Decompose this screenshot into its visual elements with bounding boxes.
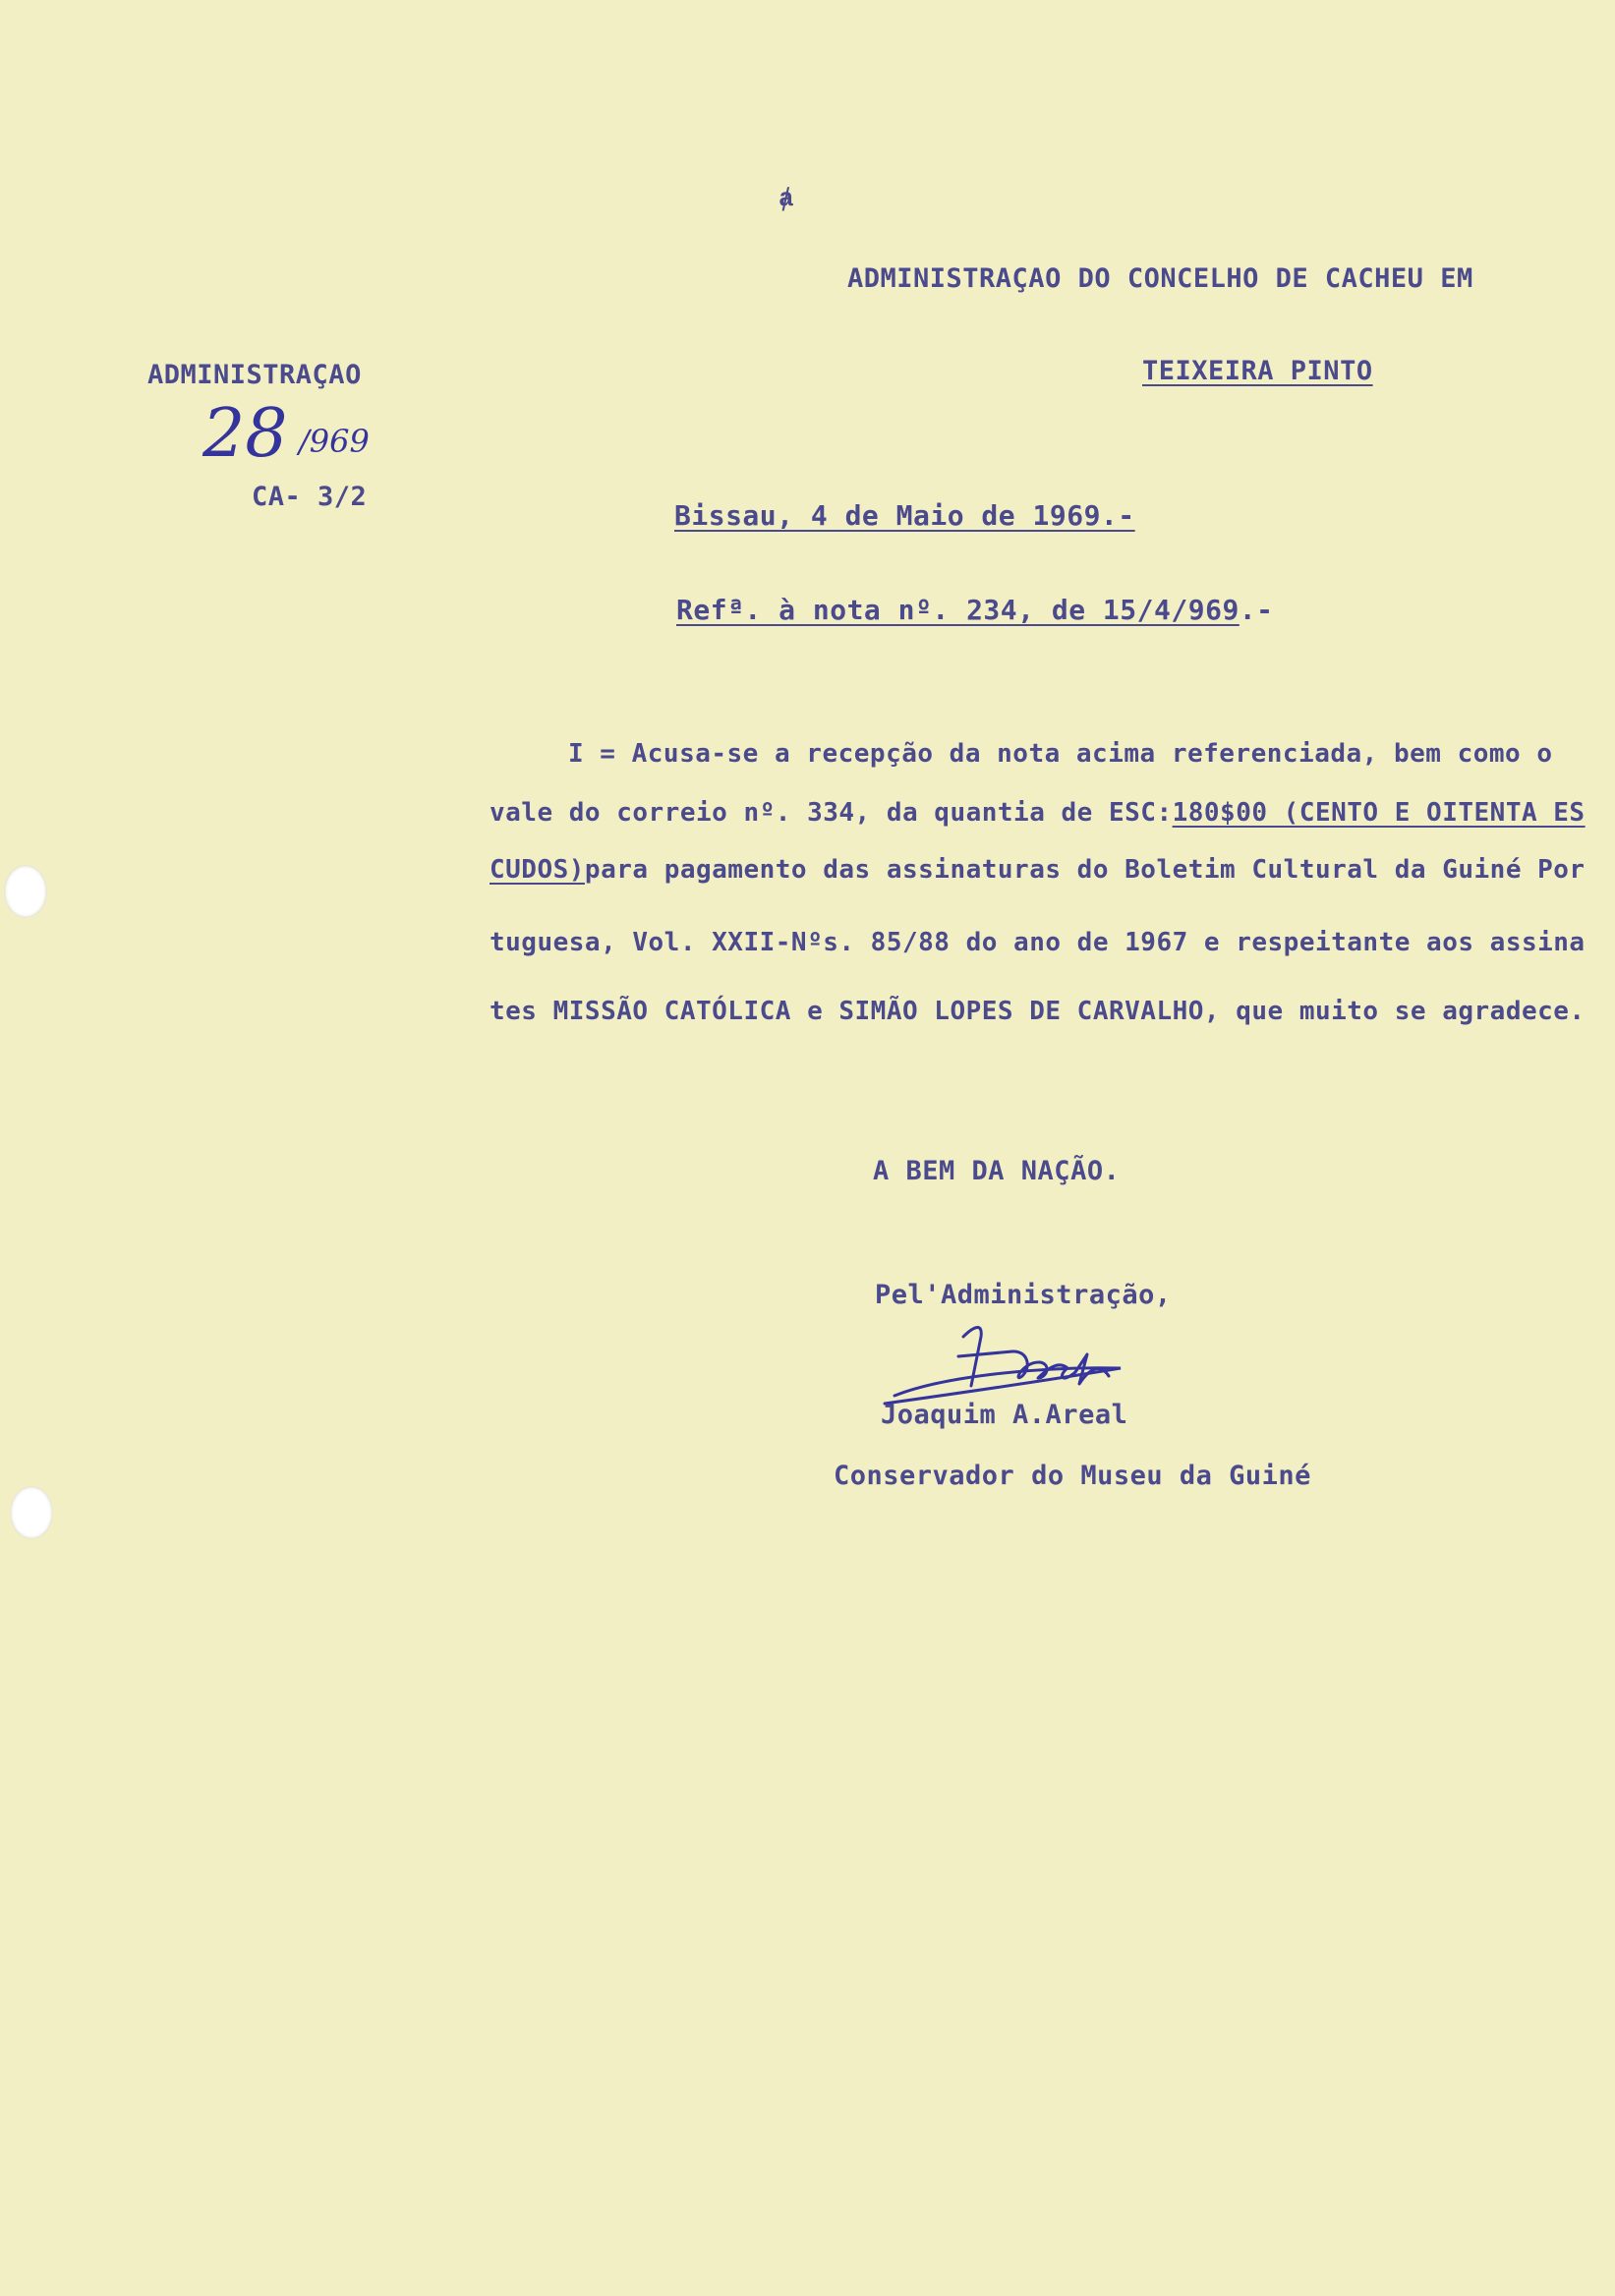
- signatory-name: Joaquim A.Areal: [881, 1400, 1128, 1430]
- body-line-5: tes MISSÃO CATÓLICA e SIMÃO LOPES DE CARVALHO, que muito se agradece.: [490, 997, 1586, 1026]
- date-line: Bissau, 4 de Maio de 1969.-: [674, 499, 1135, 532]
- body-line-2: [490, 798, 1586, 828]
- punch-hole-lower: [10, 1486, 53, 1539]
- signatory-title: Conservador do Museu da Guiné: [834, 1461, 1311, 1491]
- header-line-2: TEIXEIRA PINTO: [1142, 356, 1373, 386]
- closing-salutation: A BEM DA NAÇÃO.: [873, 1156, 1121, 1186]
- punch-hole-upper: [4, 865, 47, 918]
- reference-line: [676, 594, 1274, 626]
- top-mark: ⱥ: [779, 183, 795, 212]
- amount-text: 180$00 (CENTO E OITENTA ES: [1172, 798, 1586, 828]
- body-line-2-text: vale do correio nº. 334, da quantia de ESC:: [490, 798, 1173, 828]
- reference-label: ADMINISTRAÇAO: [147, 360, 362, 390]
- reference-year: /969: [299, 423, 370, 460]
- reference-number-handwritten: 28: [202, 395, 288, 473]
- reference-code: CA- 3/2: [252, 482, 368, 512]
- body-line-3: [490, 855, 1586, 885]
- body-line-1: I = Acusa-se a recepção da nota acima referenciada, bem como o: [568, 739, 1553, 769]
- amount-text-continued: CUDOS): [490, 855, 585, 885]
- reference-line-suffix: .-: [1239, 594, 1274, 626]
- body-line-3-text: para pagamento das assinaturas do Boletim Cultural da Guiné Por: [584, 855, 1586, 885]
- header-line-1: ADMINISTRAÇAO DO CONCELHO DE CACHEU EM: [847, 263, 1473, 294]
- body-line-4: tuguesa, Vol. XXII-Nºs. 85/88 do ano de 1967 e respeitante aos assina: [490, 928, 1586, 957]
- reference-line-text: Refª. à nota nº. 234, de 15/4/969: [676, 594, 1240, 626]
- signoff-for-line: Pel'Administração,: [875, 1280, 1172, 1310]
